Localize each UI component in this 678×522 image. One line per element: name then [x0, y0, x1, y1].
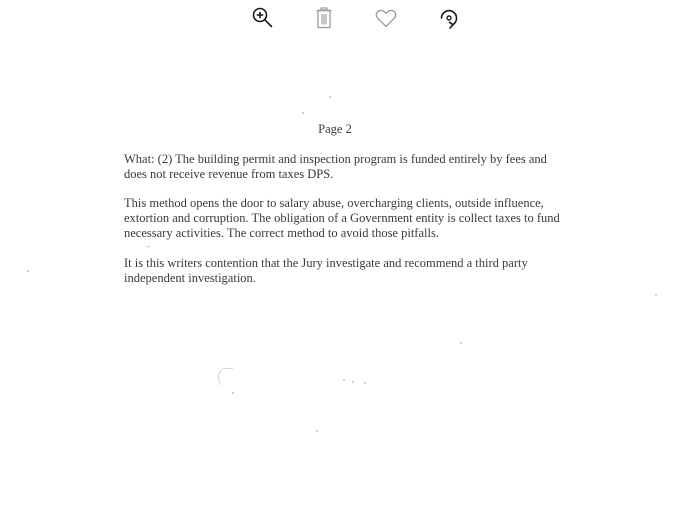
trash-icon [312, 6, 336, 30]
scan-speck [147, 246, 150, 247]
scan-speck [232, 392, 234, 394]
text-line: This method opens the door to salary abuse, overcharging clients, outside influence, [124, 196, 544, 210]
page-number-label: Page 2 [318, 122, 352, 136]
favorite-button[interactable] [373, 5, 399, 31]
rotate-icon [437, 6, 461, 30]
scan-speck [329, 96, 331, 98]
zoom-in-icon [251, 6, 275, 30]
scan-speck [302, 112, 304, 114]
text-line: It is this writers contention that the Jury investigate and recommend a third party [124, 256, 528, 270]
text-line: What: (2) The building permit and inspection program is funded entirely by fees and [124, 152, 547, 166]
text-line: does not receive revenue from taxes DPS. [124, 167, 334, 181]
paragraph-funding [124, 152, 594, 182]
scan-speck [316, 430, 318, 432]
scan-speck [364, 382, 366, 384]
scan-speck [655, 294, 657, 296]
text-line: independent investigation. [124, 271, 256, 285]
rotate-button[interactable] [436, 5, 462, 31]
text-line: extortion and corruption. The obligation of a Government entity is collect taxes to fund [124, 211, 560, 225]
paragraph-contention [124, 256, 594, 286]
scan-artifact-arc [218, 368, 233, 387]
scan-speck [27, 270, 29, 272]
scan-speck [352, 381, 354, 383]
scan-speck [460, 342, 462, 344]
heart-icon [374, 6, 398, 30]
zoom-in-button[interactable] [250, 5, 276, 31]
image-viewer-toolbar [0, 0, 678, 36]
delete-button[interactable] [311, 5, 337, 31]
scan-speck [343, 379, 345, 381]
paragraph-method [124, 196, 594, 241]
text-line: necessary activities. The correct method to avoid those pitfalls. [124, 226, 439, 240]
